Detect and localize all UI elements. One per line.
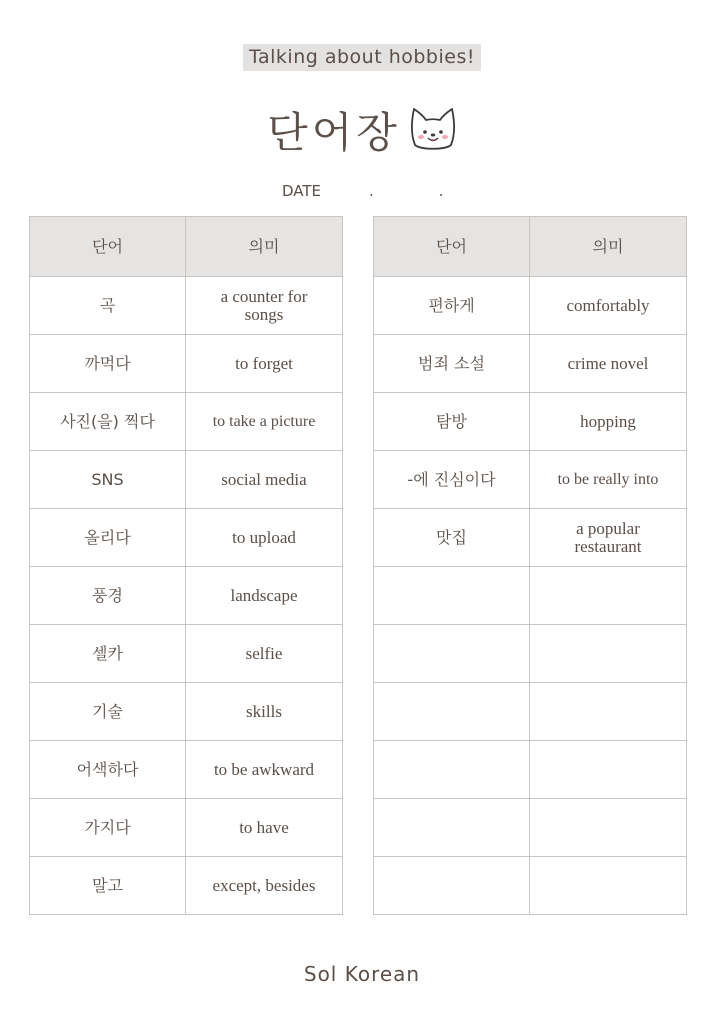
table-row — [374, 683, 687, 741]
vocab-table-right — [373, 216, 687, 915]
word-cell: 사진(을) 찍다 — [30, 393, 186, 451]
table-row — [30, 567, 343, 625]
table-row — [374, 335, 687, 393]
page-title: 단어장 — [267, 108, 401, 157]
table-row — [374, 393, 687, 451]
word-cell — [374, 799, 530, 857]
meaning-cell: a popular restaurant — [530, 509, 687, 567]
word-cell: -에 진심이다 — [374, 451, 530, 509]
meaning-cell — [530, 625, 687, 683]
meaning-cell — [530, 799, 687, 857]
date-separators: . . — [369, 182, 474, 200]
subtitle-banner — [0, 44, 724, 71]
table-row — [30, 799, 343, 857]
word-cell: 말고 — [30, 857, 186, 915]
page-title-block — [0, 100, 724, 160]
table-row — [30, 277, 343, 335]
word-cell — [374, 567, 530, 625]
table-row — [30, 857, 343, 915]
dog-face-icon — [409, 105, 457, 156]
meaning-cell: to forget — [186, 335, 343, 393]
table-row — [374, 277, 687, 335]
table-row — [30, 741, 343, 799]
word-cell — [374, 857, 530, 915]
meaning-cell — [530, 567, 687, 625]
column-header-meaning: 의미 — [186, 217, 343, 277]
word-cell: 가지다 — [30, 799, 186, 857]
table-row — [30, 393, 343, 451]
table-row — [374, 741, 687, 799]
meaning-cell: hopping — [530, 393, 687, 451]
meaning-cell: to take a picture — [186, 393, 343, 451]
table-row — [374, 509, 687, 567]
table-row — [374, 451, 687, 509]
meaning-cell: to have — [186, 799, 343, 857]
table-row — [30, 683, 343, 741]
table-row — [30, 625, 343, 683]
meaning-cell: social media — [186, 451, 343, 509]
table-header-row — [30, 217, 343, 277]
table-row — [374, 625, 687, 683]
word-cell: 곡 — [30, 277, 186, 335]
meaning-cell: crime novel — [530, 335, 687, 393]
word-cell: 맛집 — [374, 509, 530, 567]
table-header-row — [374, 217, 687, 277]
word-cell — [374, 741, 530, 799]
word-cell: 까먹다 — [30, 335, 186, 393]
meaning-cell: except, besides — [186, 857, 343, 915]
meaning-cell — [530, 683, 687, 741]
meaning-cell: to upload — [186, 509, 343, 567]
word-cell: 셀카 — [30, 625, 186, 683]
meaning-cell: selfie — [186, 625, 343, 683]
column-header-word: 단어 — [374, 217, 530, 277]
meaning-cell: comfortably — [530, 277, 687, 335]
vocab-table-left — [29, 216, 343, 915]
meaning-cell — [530, 857, 687, 915]
column-header-meaning: 의미 — [530, 217, 687, 277]
word-cell: SNS — [30, 451, 186, 509]
table-row — [30, 509, 343, 567]
column-header-word: 단어 — [30, 217, 186, 277]
word-cell: 풍경 — [30, 567, 186, 625]
table-row — [374, 857, 687, 915]
word-cell: 기술 — [30, 683, 186, 741]
meaning-cell: skills — [186, 683, 343, 741]
date-label: DATE — [282, 182, 322, 200]
word-cell: 탐방 — [374, 393, 530, 451]
meaning-cell: to be awkward — [186, 741, 343, 799]
word-cell: 올리다 — [30, 509, 186, 567]
word-cell: 편하게 — [374, 277, 530, 335]
word-cell: 어색하다 — [30, 741, 186, 799]
meaning-cell: to be really into — [530, 451, 687, 509]
table-row — [374, 799, 687, 857]
meaning-cell: landscape — [186, 567, 343, 625]
word-cell — [374, 683, 530, 741]
date-field — [282, 182, 473, 200]
word-cell — [374, 625, 530, 683]
subtitle-text: Talking about hobbies! — [243, 44, 481, 71]
table-row — [30, 451, 343, 509]
meaning-cell: a counter for songs — [186, 277, 343, 335]
footer-brand: Sol Korean — [303, 962, 421, 986]
word-cell: 범죄 소설 — [374, 335, 530, 393]
table-row — [374, 567, 687, 625]
table-row — [30, 335, 343, 393]
meaning-cell — [530, 741, 687, 799]
